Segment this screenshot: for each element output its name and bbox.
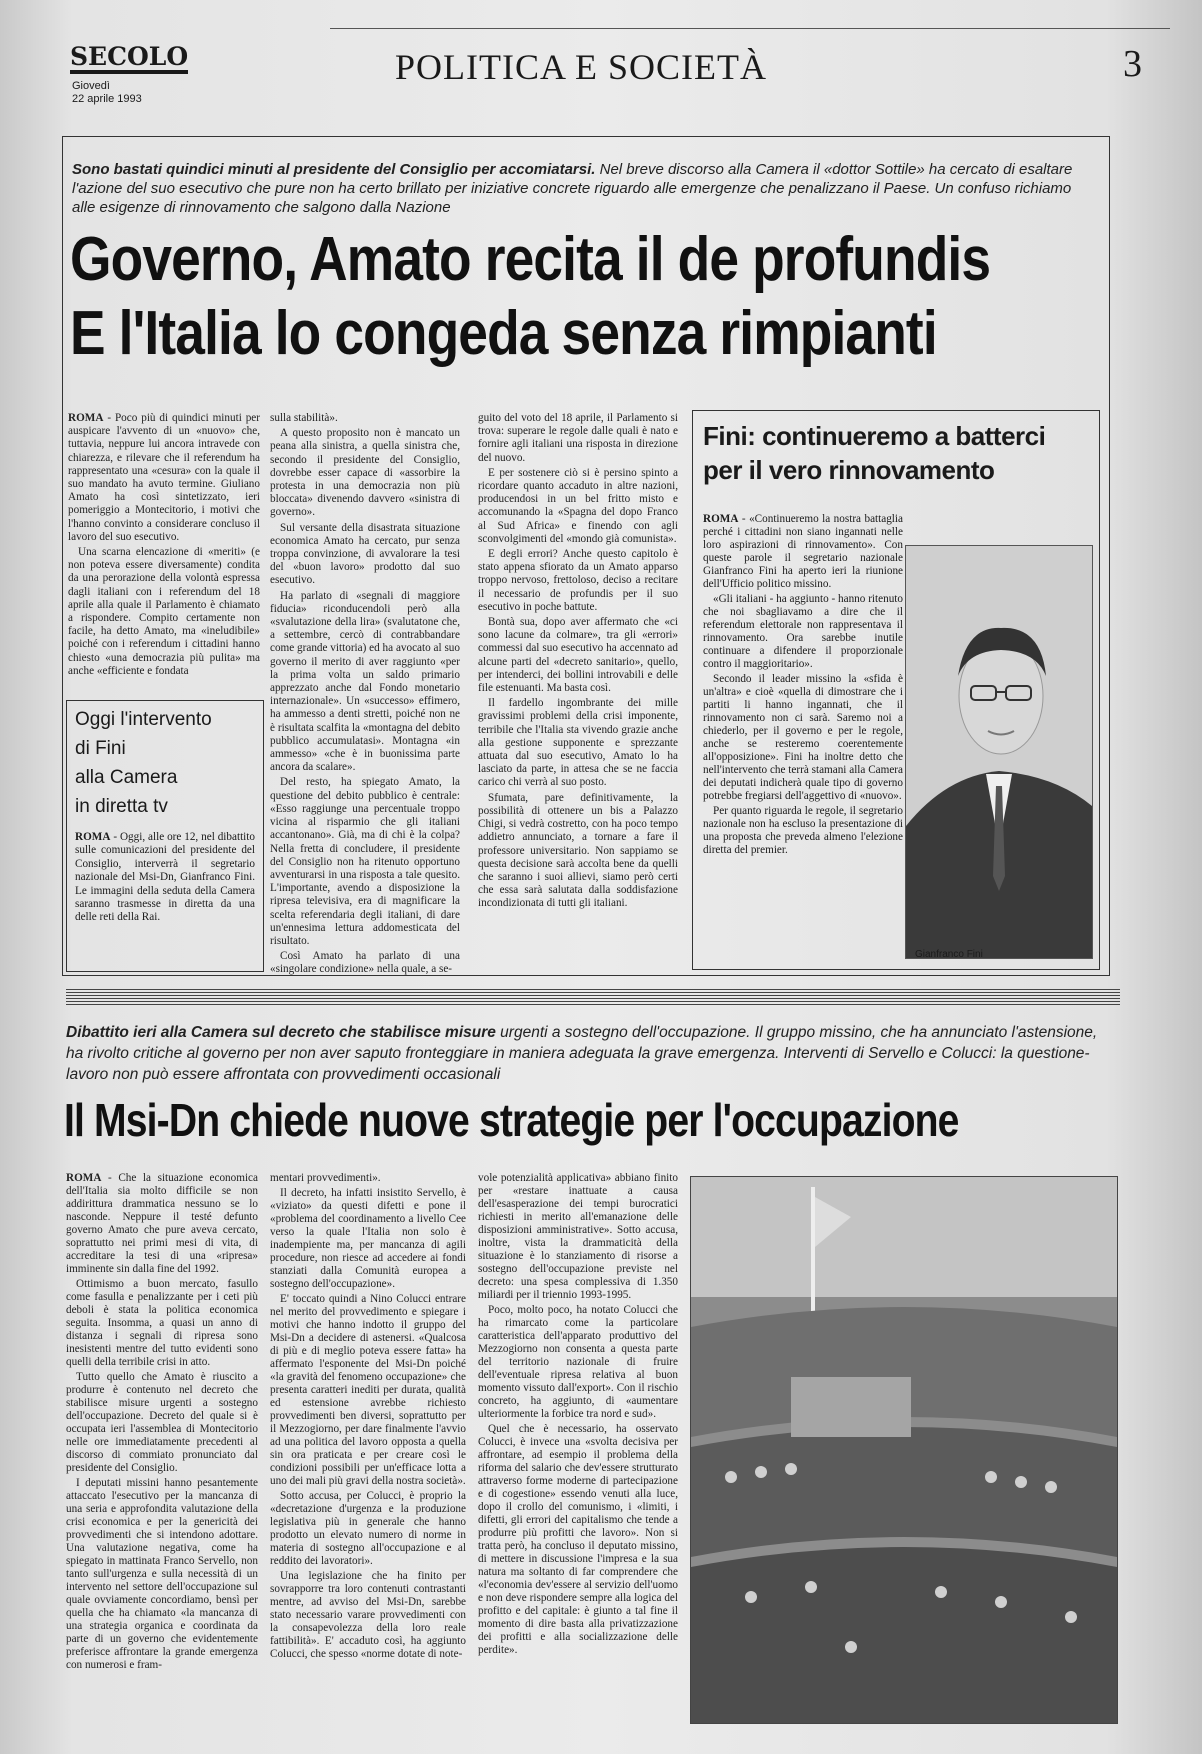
article1-column-1 <box>68 412 260 698</box>
article2-headline: Il Msi-Dn chiede nuove strategie per l'occupazione <box>64 1094 959 1146</box>
article2-kicker-rest: urgenti a sostegno dell'occupazione. Il gruppo missino, che ha annunciato l'astensione, ha rivolto critiche al governo per non aver saputo fronteggiare in maniera adeguata la grave emergenza. Interventi di Servello e Colucci: la questione-lavoro non può essere affrontata con provvedimenti occasionali <box>66 1024 1098 1083</box>
fini-box <box>692 410 1100 970</box>
masthead <box>70 40 1150 112</box>
article1-kicker <box>72 160 1082 217</box>
dateline: ROMA <box>68 412 104 424</box>
article2-kicker <box>66 1022 1106 1085</box>
masthead-day: Giovedì <box>72 80 110 92</box>
sidebox-title: Oggi l'intervento di Fini alla Camera in diretta tv <box>75 709 212 817</box>
article1-column-2: sulla stabilità». A questo proposito non è mancato un peana alla sinistra, a quella sinistra che, secondo il presidente del Consiglio, dovrebbe esser capace di «assorbire la protesta in una democrazia non più bloccata» divenendo davvero «sinistra di governo». Sul versante della disastrata situazione economica Amato ha cercato, pur senza troppa convinzione, di avvalorare la tesi del «buon lavoro» prodotto dal suo esecutivo. Ha parlato di «segnali di maggiore fiducia» riconducendoli però alla «svalutazione della lira» (svalutatone che, a settembre, cercò di contrabbandare come grande vittoria) ed ha avocato al suo governo il merito di aver raggiunto «per la prima volta un saldo primario apprezzato anche dal Fondo monetario internazionale». Un «successo» effimero, ha ammesso a denti stretti, poiché non ne è risultata scalfita la «montagna del debito pubblico accumulatasi». Montagna «in ammesso» «che è in buonissima parte ancora da scalare». Del resto, ha spiegato Amato, la questione del debito pubblico è centrale: «Esso raggiunge una percentuale troppo vicina al risparmio che gli italiani accantonano». Già, ma di chi è la colpa? Nella fretta di concludere, il presidente del Consiglio non ha ritenuto opportuno avventurarsi in una risposta a tale quesito. L'importante, avendo a disposizione la ripresa televisiva, era di magnificare la scelta referendaria degli italiani, di dare un'ennesima lettura addomesticata del risultato. Così Amato ha parlato di una «singolare condizione» nella quale, a se- <box>270 412 460 976</box>
article1-column-3: guito del voto del 18 aprile, il Parlamento si trova: superare le regole dalle quali è nato e fornire agli italiani una risposta in direzione del nuovo. E per sostenere ciò si è persino spinto a ricordare quanto accaduto in altre nazioni, producendosi in un bel fritto misto e accomunando la «Spagna del dopo Franco al Sud Africa» e finendo con agli sconvolgimenti del «mondo già comunista». E degli errori? Anche questo capitolo è stato appena sfiorato da un Amato apparso troppo nervoso, frettoloso, deciso a recitare il necessario de profundis per il suo esecutivo in poche battute. Bontà sua, dopo aver affermato che «ci sono lacune da colmare», tra gli «errori» commessi dal suo esecutivo ha accennato ad alcune parti del «decreto sanitario», quello, per intenderci, dei bollini introvabili e delle file estenuanti. Ma basta così. Il fardello ingombrante dei mille gravissimi problemi della crisi imponente, terribile che l'Italia sta vivendo grazie anche alla gestione supponente e sprezzante attuata dal suo esecutivo, Amato lo ha lasciato da parte, in attesa che se ne faccia carico chi verrà al suo posto. Sfumata, pare definitivamente, la possibilità di ottenere un bis a Palazzo Chigi, si vedrà costretto, con ha poco tempo addietro annunciato, a tornare a fare il professore universitario. Non sappiamo se questa decisione sarà accolta bene da quelli che saranno i suoi allievi, siamo però certi che essa sarà salutata dalla soddisfazione incondizionata di tutti gli italiani. <box>478 412 678 910</box>
article2-kicker-bold: Dibattito ieri alla Camera sul decreto che stabilisce misure <box>66 1024 496 1041</box>
article2-column-2: mentari provvedimenti». Il decreto, ha infatti insistito Servello, è «viziato» da questi difetti e pone il «problema del coordinamento a livello Cee verso la quale l'Italia non solo è inadempiente ma, per mancanza di agili procedure, non riesce ad accedere ai fondi stanziati dalla Comunità europea a sostegno dell'occupazione». E' toccato quindi a Nino Colucci entrare nel merito del provvedimento e spiegare i motivi che hanno indotto il gruppo del Msi-Dn a decidere di astenersi. «Qualcosa di più e di meglio poteva essere fatta» ha affermato l'esponente del Msi-Dn poiché «la gravità del fenomeno occupazione» che presenta caratteri inediti per durata, qualità ed estensione avrebbe richiesto provvedimenti ben diversi, soprattutto per il Mezzogiorno, per dare finalmente l'avvio ad una politica del lavoro opposta a quella sin ora praticata e per creare così le condizioni possibili per un'efficace lotta a uno dei mali più gravi della nostra società». Sotto accusa, per Colucci, è proprio la «decretazione d'urgenza e la produzione legislativa più in generale che hanno prodotto un elevato numero di norme in materia di sostegno all'occupazione e al reddito dei lavoratori». Una legislazione che ha finito per sovrapporre tra loro contenuti contrastanti mentre, ad avviso del Msi-Dn, sarebbe stato necessario varare provvedimenti con la consapevolezza della loro reale fattibilità». E' accaduto così, ha aggiunto Colucci, che spesso «norme dotate di note- <box>270 1172 466 1660</box>
article2-column-1: ROMA - Che la situazione economica dell'Italia sia molto difficile se non addirittura drammatica nessuno se lo nasconde. Neppure il testé defunto governo Amato che pure aveva cercato, soprattutto nei primi mesi di vita, di accreditare la tesi di una «ripresa» imminente sin dalla fine del 1992. Ottimismo a buon mercato, fasullo come fasulla e penalizzante per i ceti più deboli è stata la politica economica seguita. Insomma, a quasi un anno di distanza i segnali di ripresa sono inesistenti mentre del tutto evidenti sono quelli della terribile crisi in atto. Tutto quello che Amato è riuscito a produrre è contenuto nel decreto che stabilisce misure urgenti a sostegno dell'occupazione. Decreto del quale si è occupata ieri l'assemblea di Montecitorio nelle ore immediatamente precedenti al discorso di commiato pronunciato dal presidente del Consiglio. I deputati missini hanno pesantemente attaccato l'esecutivo per la mancanza di una seria e approfondita valutazione della crisi economica e per la genericità dei provvedimenti che si intendono adottare. Una valutazione negativa, come ha spiegato in mattinata Franco Servello, non tanto sull'urgenza e sulla necessità di un intervento nel settore dell'occupazione sul quale ovviamente concordiamo, bensì per quella che ha chiamato «la mancanza di una strategia organica e coordinata da parte di un governo che evidentemente preferisce affrontare la grande emergenza con numerosi e fram- <box>66 1172 258 1671</box>
section-divider <box>66 989 1120 1005</box>
article1-headline-line1: Governo, Amato recita il de profundis <box>70 225 991 294</box>
fini-portrait-photo <box>905 545 1093 959</box>
article1-kicker-bold: Sono bastati quindici minuti al presidente del Consiglio per accomiatarsi. <box>72 161 596 178</box>
article1-headline-line2: E l'Italia lo congeda senza rimpianti <box>70 299 937 368</box>
article1-col1-paragraph: ROMA - Poco più di quindici minuti per auspicare l'avvento di un «nuovo» che, tuttavia, neppure lui ancora intravede con chiarezza, e rilevare che il referendum ha rappresentato una «cesura» con la quale il suo mandato ha avuto termine. Giuliano Amato ha così sintetizzato, ieri pomeriggio a Montecitorio, i motivi che l'hanno convinto a considerare concluso il lavoro del suo esecutivo. <box>68 412 260 543</box>
sidebox-text: ROMA - Oggi, alle ore 12, nel dibattito sulle comunicazioni del presidente del Consiglio, interverrà il segretario nazionale del Msi-Dn, Gianfranco Fini. Le immagini della seduta della Camera saranno trasmesse in diretta da una delle reti della Rai. <box>75 831 255 924</box>
sidebox-fini-tv <box>66 700 264 972</box>
parliament-illustration <box>691 1177 1117 1723</box>
portrait-illustration <box>906 546 1092 958</box>
masthead-date <box>72 80 142 106</box>
article1-kicker-rest: Nel breve discorso alla Camera il «dottor Sottile» ha cercato di esaltare l'azione del suo esecutivo che pure non ha certo brillato per iniziative concrete riguardo alle emergenze che penalizzano il Paese. Un confuso richiamo alle esigenze di rinnovamento che salgono dalla Nazione <box>72 161 1073 216</box>
chamber-of-deputies-photo <box>690 1176 1118 1724</box>
page-number: 3 <box>1123 43 1142 85</box>
fini-headline: Fini: continueremo a batterci per il vero rinnovamento <box>703 421 1046 485</box>
masthead-full-date: 22 aprile 1993 <box>72 93 142 105</box>
newspaper-logo: SECOLO <box>70 44 188 74</box>
fini-article-text: ROMA - «Continueremo la nostra battaglia perché i cittadini non siano ingannati nelle loro aspirazioni di rinnovamento». Con queste parole il segretario nazionale Gianfranco Fini ha aperto ieri la riunione dell'Ufficio politico missino. «Gli italiani - ha aggiunto - hanno ritenuto che noi sbagliavamo a dire che il referendum elettorale non rappresentava il rinnovamento. Ora sarebbe inutile continuare a difendere il proporzionale contro il maggioritario». Secondo il leader missino la «sfida è un'altra» e cioè «quella di dimostrare che i partiti li hanno ingannati, che il rinnovamento non ci sarà. Saremo noi a chiederlo, per il governo e per le regole, anche se resteremo coerentemente all'opposizione». Fini ha inoltre detto che nell'intervento che terrà stamani alla Camera dei deputati indicherà quale tipo di governo potrebbe fregiarsi dell'aggettivo di «nuovo». Per quanto riguarda le regole, il segretario nazionale non ha escluso la presentazione di una proposta che preveda almeno l'elezione diretta del premier. <box>703 513 903 856</box>
article2-column-3: vole potenzialità applicativa» abbiano finito per «restare inattuate a causa dell'esasperazione dei tempi burocratici richiesti in merito all'emanazione delle disposizioni amministrative». Sotto accusa, inoltre, vista la drammaticità della situazione è lo stanziamento di risorse a sostegno dell'occupazione previste nel decreto: una spesa complessiva di 1.350 miliardi per il triennio 1993-1995. Poco, molto poco, ha notato Colucci che ha rimarcato come la particolare caratteristica dell'apparato produttivo del Mezzogiorno non consenta a questa parte del territorio nazionale di fruire dell'eventuale ripresa relativa al buon momento vissuto dall'export». Con il rischio concreto, ha aggiunto, di «aumentare ulteriormente la forbice tra nord e sud». Quel che è necessario, ha osservato Colucci, è invece una «svolta decisiva per affrontare, ad esempio il problema della riforma del salario che dev'essere strutturato attraverso forme moderne di partecipazione e di cogestione» essendo venuti alla luce, dopo il crollo del comunismo, i «limiti, i difetti, gli errori del capitalismo che tende a produrre più profitti che lavoro». Non si tratta però, ha concluso il deputato missino, di mettere in discussione l'impresa e la sua natura ma soltanto di far comprendere che «l'economia dev'essere al servizio dell'uomo e non deve rispondere sempre alla logica del profitto e del capitale: è giunto a tal fine il momento di dire basta alla privatizzazione dei profitti e alla socializzazione delle perdite». <box>478 1172 678 1656</box>
article1-col1-paragraph: Una scarna elencazione di «meriti» (e non poteva essere diversamente) condita da una perorazione della volontà espressa dagli italiani con i referendum del 18 aprile alla quale il Parlamento è chiamato a rispondere. Compito certamente non facile, ha detto Amato, ma «ineludibile» poiché con i referendum i cittadini hanno chiesto «una democrazia più pulita» ma anche «efficiente e fondata <box>68 546 260 677</box>
fini-photo-caption: Gianfranco Fini <box>915 949 983 960</box>
masthead-rule <box>330 28 1170 29</box>
section-title: POLITICA E SOCIETÀ <box>395 47 767 87</box>
